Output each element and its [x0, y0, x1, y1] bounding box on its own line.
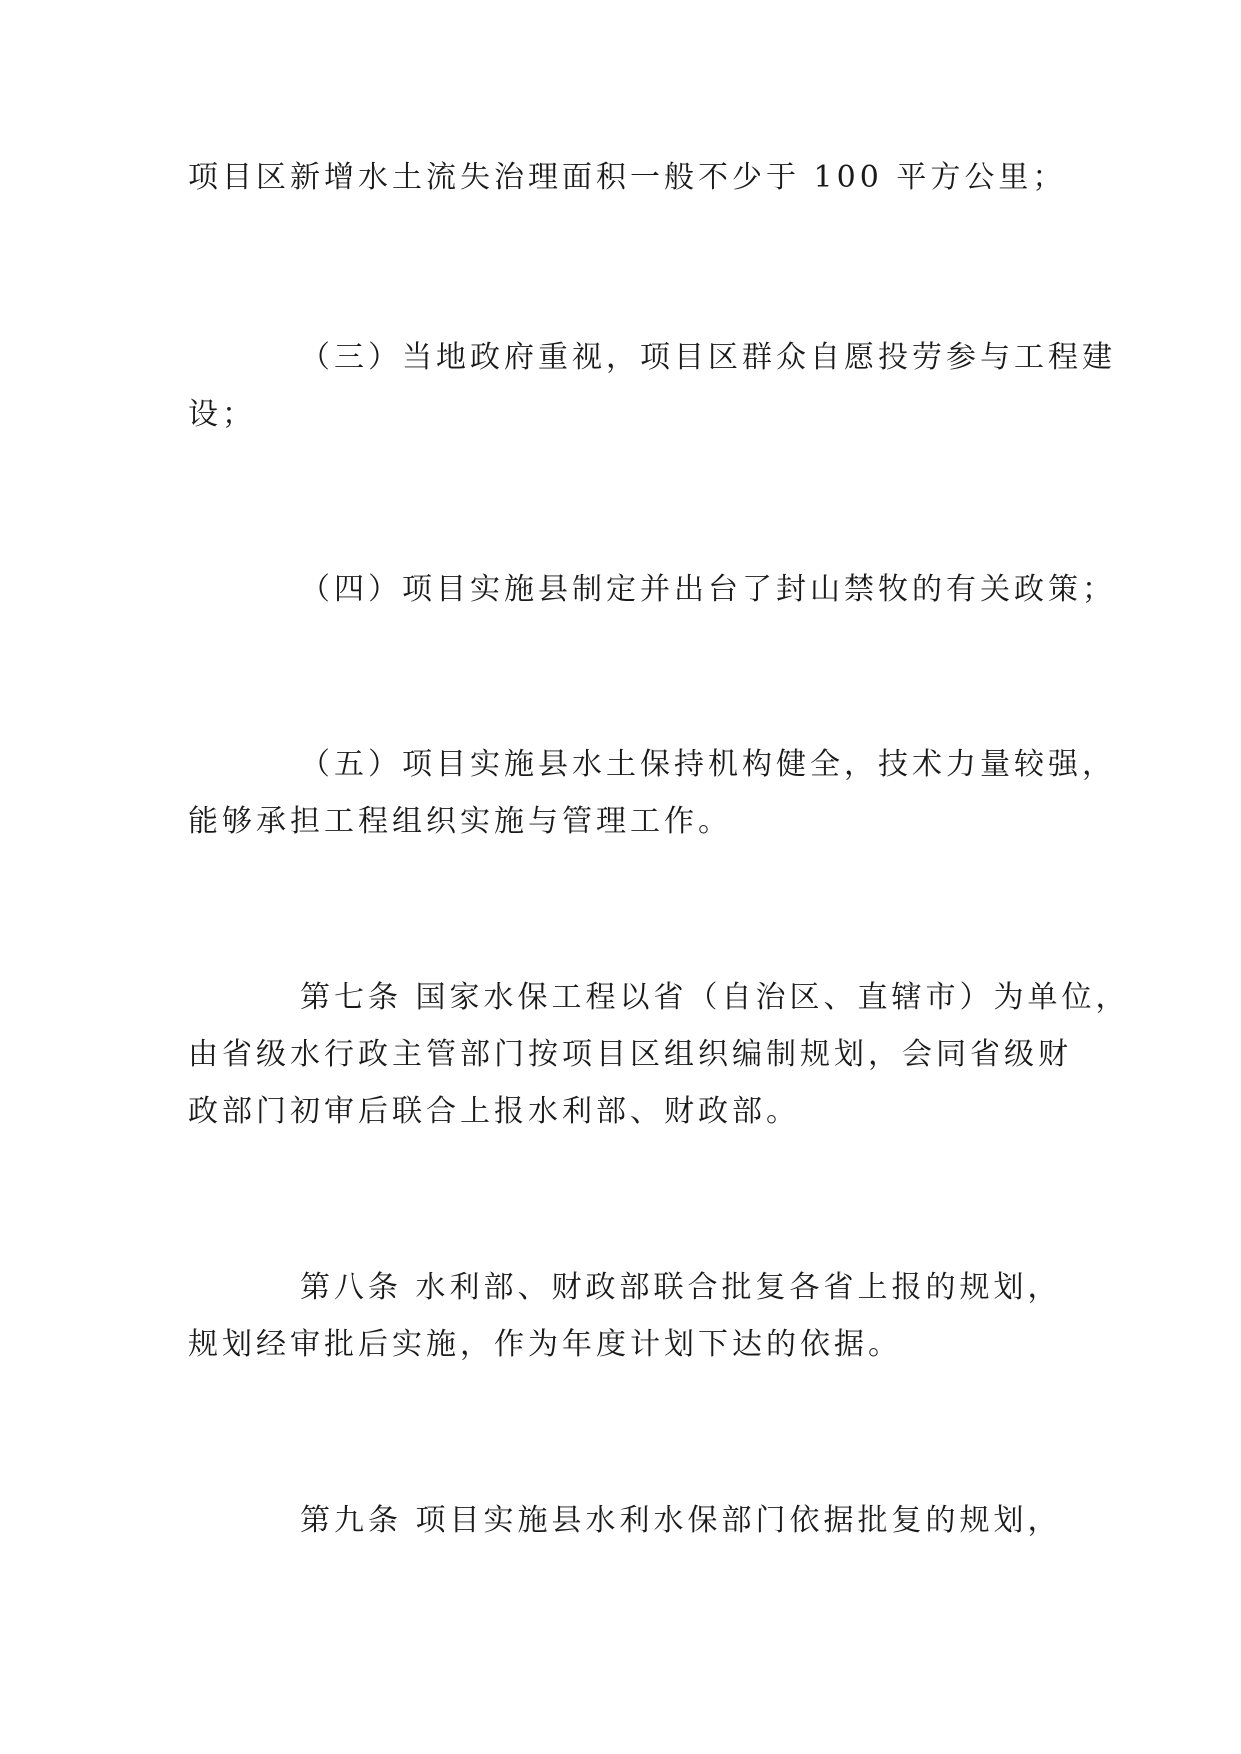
text-line: 第九条 项目实施县水利水保部门依据批复的规划，: [300, 1503, 1062, 1538]
text-line: 能够承担工程组织实施与管理工作。: [188, 804, 732, 839]
text-line: 由省级水行政主管部门按项目区组织编制规划，会同省级财: [188, 1037, 1072, 1072]
text-line: 项目区新增水土流失治理面积一般不少于 100 平方公里；: [188, 160, 1067, 195]
text-line: 第八条 水利部、财政部联合批复各省上报的规划，: [300, 1270, 1062, 1305]
text-line: 第七条 国家水保工程以省（自治区、直辖市）为单位，: [300, 980, 1130, 1015]
text-line: 政部门初审后联合上报水利部、财政部。: [188, 1094, 800, 1129]
text-line: （五）项目实施县水土保持机构健全，技术力量较强，: [300, 747, 1116, 782]
text-line: 规划经审批后实施，作为年度计划下达的依据。: [188, 1327, 902, 1362]
text-line: （三）当地政府重视，项目区群众自愿投劳参与工程建: [300, 340, 1116, 375]
text-line: 设；: [188, 397, 256, 432]
text-line: （四）项目实施县制定并出台了封山禁牧的有关政策；: [300, 572, 1116, 607]
